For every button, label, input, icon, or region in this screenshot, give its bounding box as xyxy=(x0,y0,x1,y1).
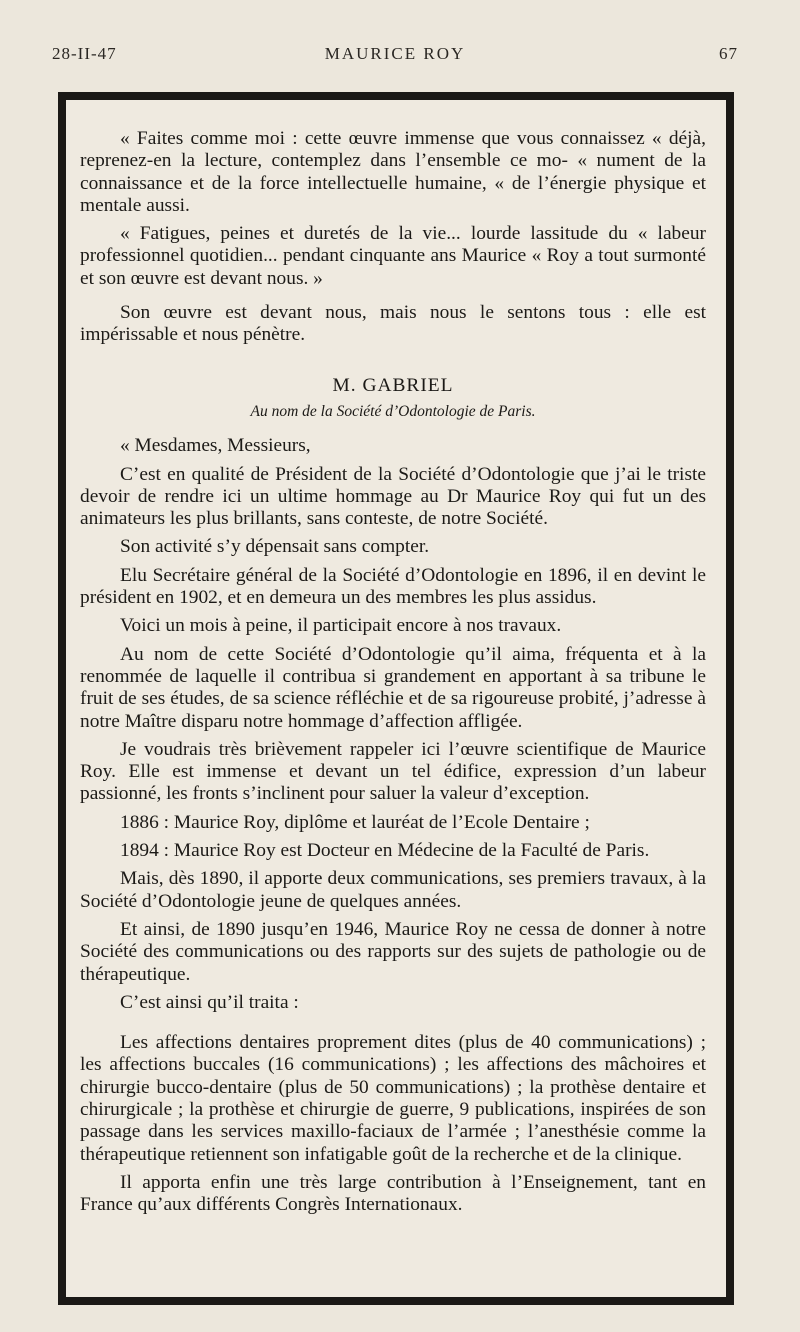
page-number: 67 xyxy=(719,44,738,63)
paragraph-1894: 1894 : Maurice Roy est Docteur en Médecine de la Faculté de Paris. xyxy=(120,840,650,862)
paragraph-traita: C’est ainsi qu’il traita : xyxy=(120,991,299,1013)
running-title: MAURICE ROY xyxy=(324,44,466,63)
salutation: « Mesdames, Messieurs, xyxy=(120,435,311,457)
paragraph-homage: Au nom de cette Société d’Odontologie qu’il aima, fréquenta et à la renommée de laquelle il contribua si grandement en apportant à sa tribune le fruit de ses études, de sa science réfléchie et de sa rigoureuse probité, j’adresse à notre Maître disparu notre hommage d’affection affligée. xyxy=(80,643,706,732)
paragraph-oeuvre-scientifique: Je voudrais très brièvement rappeler ici l’œuvre scientifique de Maurice Roy. Elle est immense et devant un tel édifice, expression d’un labeur passionné, les fronts s’inclinent pour saluer la valeur d’exception. xyxy=(80,738,706,805)
paragraph-activity: Son activité s’y dépensait sans compter. xyxy=(120,536,430,558)
speaker-heading: M. GABRIEL xyxy=(332,374,454,396)
paragraph-1886: 1886 : Maurice Roy, diplôme et lauréat de l’Ecole Dentaire ; xyxy=(120,811,590,833)
running-header xyxy=(52,44,738,74)
paragraph-president: C’est en qualité de Président de la Société d’Odontologie que j’ai le triste devoir de rendre ici un ultime hommage au Dr Maurice Roy qui fut un des animateurs les plus brillants, sans conteste, de notre Société. xyxy=(80,463,706,530)
paragraph-1890: Mais, dès 1890, il apporte deux communications, ses premiers travaux, à la Société d’Odontologie jeune de quelques années. xyxy=(80,868,706,912)
paragraph-recent: Voici un mois à peine, il participait encore à nos travaux. xyxy=(120,615,562,637)
paragraph-affections: Les affections dentaires proprement dites (plus de 40 communications) ; les affections buccales (16 communications) ; les affections des mâchoires et chirurgie bucco-dentaire (plus de 50 communications) ; la prothèse dentaire et chirurgicale ; la prothèse et chirurgie de guerre, 9 publications, inspirées de son passage dans les services maxillo-faciaux de l’armée ; l’anesthésie comme la thérapeutique retiennent son infatigable goût de la recherche et de la clinique. xyxy=(80,1032,706,1165)
paragraph-1890-1946: Et ainsi, de 1890 jusqu’en 1946, Maurice Roy ne cessa de donner à notre Société des communications ou des rapports sur des sujets de pathologie ou de thérapeutique. xyxy=(80,918,706,985)
quote-paragraph-1: « Faites comme moi : cette œuvre immense que vous connaissez « déjà, reprenez-en la lecture, contemplez dans l’ensemble ce mo- « nument de la connaissance et de la force intellectuelle humaine, « de l’énergie physique et mentale aussi. xyxy=(80,128,706,216)
paragraph-enseignement: Il apporta enfin une très large contribution à l’Enseignement, tant en France qu’aux différents Congrès Internationaux. xyxy=(80,1171,706,1216)
page-body xyxy=(80,128,706,1222)
paragraph-secretary: Elu Secrétaire général de la Société d’Odontologie en 1896, il en devint le président en 1902, et en demeura un des membres les plus assidus. xyxy=(80,564,706,609)
quote-paragraph-2: « Fatigues, peines et duretés de la vie... lourde lassitude du « labeur professionnel quotidien... pendant cinquante ans Maurice « Roy a tout surmonté et son œuvre est devant nous. » xyxy=(80,223,706,289)
speaker-affiliation: Au nom de la Société d’Odontologie de Paris. xyxy=(250,402,536,420)
header-date: 28-II-47 xyxy=(52,44,117,63)
paragraph-oeuvre: Son œuvre est devant nous, mais nous le sentons tous : elle est impérissable et nous pénètre. xyxy=(80,302,706,346)
